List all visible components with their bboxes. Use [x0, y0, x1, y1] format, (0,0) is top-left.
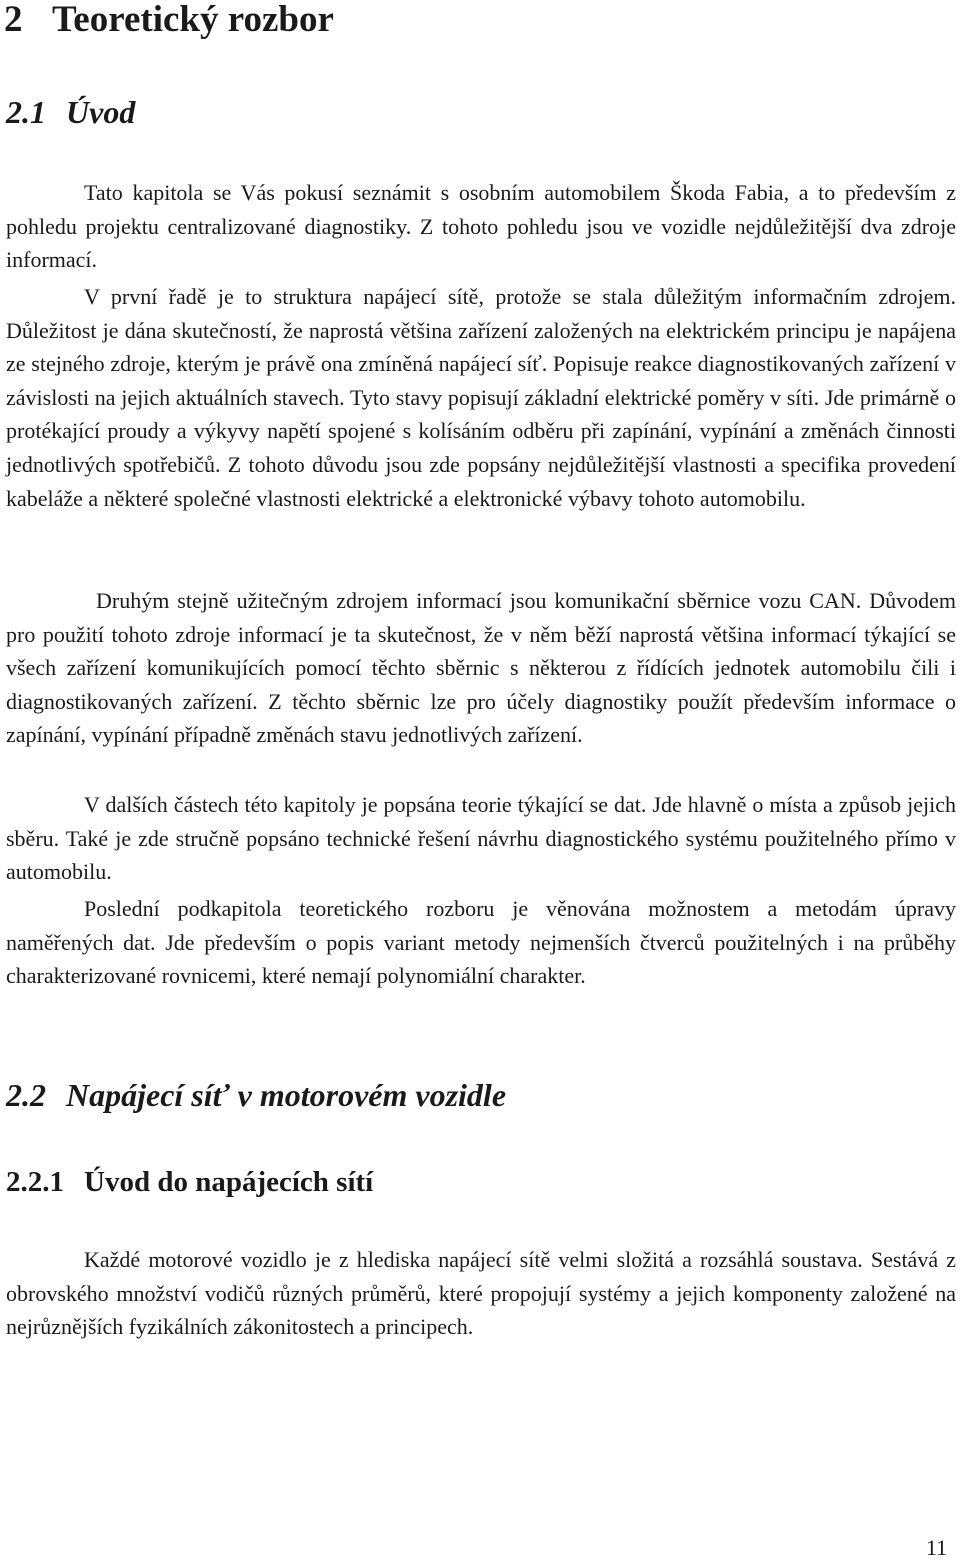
subsection-number: 2.2.1 [6, 1166, 64, 1198]
paragraph-power-network-intro: Každé motorové vozidlo je z hlediska napájecí sítě velmi složitá a rozsáhlá soustava. Sestává z obrovského množství vodičů různých průměrů, které propojují systémy a jejich komponenty založené na nejrůznějších fyzikálních zákonitostech a principech. [6, 1247, 956, 1340]
section-title: Napájecí síť v motorovém vozidle [66, 1077, 507, 1113]
section-heading-power-network [6, 1075, 506, 1115]
paragraph-data-theory: V dalších částech této kapitoly je popsána teorie týkající se dat. Jde hlavně o místa a způsob jejich sběru. Také je zde stručně popsáno technické řešení návrhu diagnostického systému použitelného přímo v automobilu. [6, 792, 956, 885]
subsection-title: Úvod do napájecích sítí [84, 1166, 374, 1198]
paragraph-can-bus: Druhým stejně užitečným zdrojem informací jsou komunikační sběrnice vozu CAN. Důvodem pro použití tohoto zdroje informací je ta skutečnost, že v něm běží naprostá většina informací týkající se všech zařízení komunikujících pomocí těchto sběrnic s některou z řídících jednotek automobilu čili i diagnostikovaných zařízení. Z těchto sběrnic lze pro účely diagnostiky použít především informace o zapínání, vypínání případně změnách stavu jednotlivých zařízení. [6, 588, 956, 748]
section-heading-intro [6, 92, 135, 132]
chapter-heading [4, 0, 334, 42]
paragraph-intro: Tato kapitola se Vás pokusí seznámit s osobním automobilem Škoda Fabia, a to především z pohledu projektu centralizované diagnostiky. Z tohoto pohledu jsou ve vozidle nejdůležitější dva zdroje informací. [6, 180, 956, 273]
chapter-title: Teoretický rozbor [52, 0, 334, 40]
subsection-heading [6, 1164, 373, 1200]
chapter-number: 2 [4, 0, 23, 40]
paragraph-power-network: V první řadě je to struktura napájecí sítě, protože se stala důležitým informačním zdrojem. Důležitost je dána skutečností, že naprostá většina zařízení založených na elektrickém principu je napájena ze stejného zdroje, kterým je právě ona zmíněná napájecí síť. Popisuje reakce diagnostikovaných zařízení v závislosti na jejich aktuálních stavech. Tyto stavy popisují základní elektrické poměry v síti. Jde primárně o protékající proudy a výkyvy napětí spojené s kolísáním odběru při zapínání, vypínání a změnách činnosti jednotlivých spotřebičů. Z tohoto důvodu jsou zde popsány nejdůležitější vlastnosti a specifika provedení kabeláže a některé společné vlastnosti elektrické a elektronické výbavy tohoto automobilu. [6, 284, 956, 511]
page-number: 11 [926, 1535, 948, 1560]
section-title: Úvod [66, 94, 136, 130]
section-number: 2.1 [6, 94, 46, 130]
section-number: 2.2 [6, 1077, 46, 1113]
paragraph-least-squares: Poslední podkapitola teoretického rozboru je věnována možnostem a metodám úpravy naměřených dat. Jde především o popis variant metody nejmenších čtverců použitelných i na průběhy charakterizované rovnicemi, které nemají polynomiální charakter. [6, 896, 956, 989]
